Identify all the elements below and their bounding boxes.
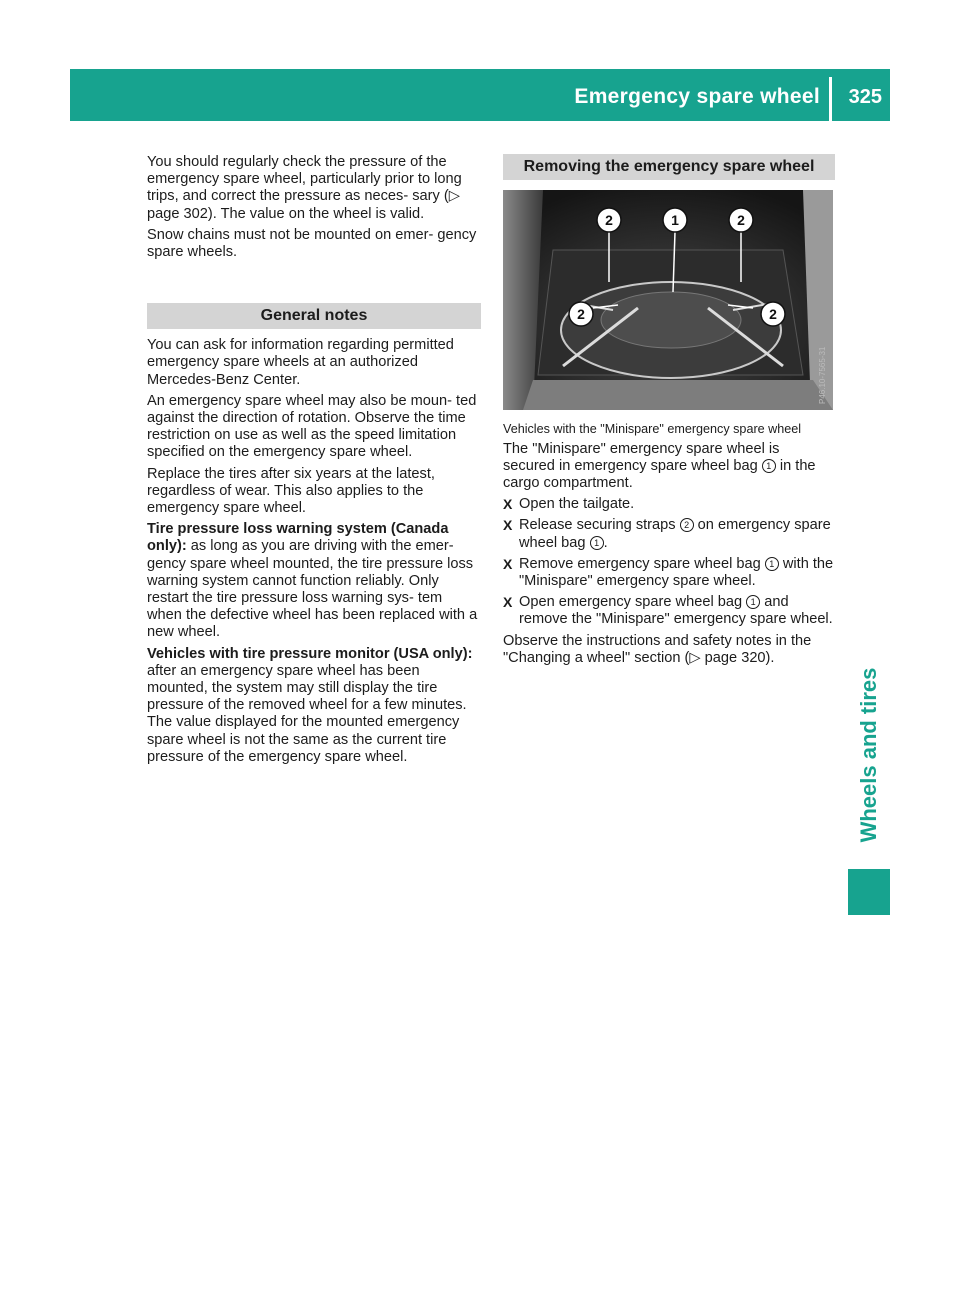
figure-caption: Vehicles with the "Minispare" emergency spare wheel [503, 422, 802, 436]
ref-2: 2 [680, 518, 694, 532]
tpms-canada-note [147, 521, 481, 641]
chapter-tab [848, 650, 890, 860]
tpms-canada-text: as long as you are driving with the emer- gency spare wheel mounted, the tire pressure loss warning system cannot function reliably. Only restart the tire pressure loss warning sys- tem when the defective wheel has been replaced with a new wheel. [147, 538, 478, 641]
page-number: 325 [848, 86, 882, 108]
callout-2-top-left [597, 208, 621, 232]
step-marker-icon: X [503, 496, 513, 513]
callout-2-left [569, 302, 593, 326]
cargo-compartment-photo [503, 190, 833, 410]
right-column [503, 154, 835, 671]
general-notes-paragraph-1: You can ask for information regarding permitted emergency spare wheels at an authorized Mercedes-Benz Center. [147, 337, 454, 388]
callout-1 [663, 208, 687, 232]
header-separator [829, 77, 832, 121]
ref-1: 1 [762, 459, 776, 473]
tpm-usa-text: after an emergency spare wheel has been mounted, the system may still display the tire pressure of the removed wheel for a few minutes. The value displayed for the mounted emergency spare wheel is not the same as the current tire pressure of the emergency spare wheel. [147, 662, 467, 765]
tpm-usa-note [147, 646, 481, 766]
svg-text:2: 2 [737, 212, 745, 228]
callout-2-top-right [729, 208, 753, 232]
svg-text:2: 2 [605, 212, 613, 228]
section-heading-general-notes: General notes [147, 303, 481, 329]
svg-text:2: 2 [577, 306, 585, 322]
svg-text:2: 2 [769, 306, 777, 322]
svg-text:1: 1 [671, 212, 679, 228]
tpm-usa-label: Vehicles with tire pressure monitor (USA only): [147, 645, 473, 662]
ref-1: 1 [765, 557, 779, 571]
step-marker-icon: X [503, 594, 513, 611]
ref-1: 1 [746, 595, 760, 609]
step-1: X Open the tailgate. [503, 496, 635, 513]
left-column [147, 154, 481, 770]
removing-intro: The "Minispare" emergency spare wheel is secured in emergency spare wheel bag 1 in the cargo compartment. [503, 440, 816, 491]
intro-paragraph-2: Snow chains must not be mounted on emer- gency spare wheels. [147, 226, 477, 261]
figure-code: P46.10-7565-31 [818, 346, 827, 404]
closing-note: Observe the instructions and safety notes in the "Changing a wheel" section (▷ page 320). [503, 632, 812, 666]
chapter-tab-label: Wheels and tires [856, 667, 881, 843]
general-notes-paragraph-2: An emergency spare wheel may also be moun- ted against the direction of rotation. Observe the time restriction on use as well as the speed limitation specified on the emergency spare wheel. [147, 392, 477, 461]
step-2: X Release securing straps 2 on emergency spare wheel bag 1 . [503, 517, 831, 551]
intro-paragraph-1: You should regularly check the pressure of the emergency spare wheel, particularly prior to long trips, and correct the pressure as neces- sary (▷ page 302). The value on the wheel is valid. [147, 154, 462, 222]
page-header [70, 69, 890, 121]
step-marker-icon: X [503, 517, 513, 534]
callout-2-right [761, 302, 785, 326]
step-marker-icon: X [503, 555, 513, 572]
section-heading-removing: Removing the emergency spare wheel [503, 154, 835, 180]
chapter-marker [848, 869, 890, 915]
tpms-canada-label: Tire pressure loss warning system (Canada only): [147, 521, 449, 555]
step-3: X Remove emergency spare wheel bag 1 with the "Minispare" emergency spare wheel. [503, 555, 834, 590]
general-notes-paragraph-3: Replace the tires after six years at the latest, regardless of wear. This also applies to the emergency spare wheel. [147, 465, 435, 517]
header-title: Emergency spare wheel [574, 85, 820, 108]
step-4: X Open emergency spare wheel bag 1 and remove the "Minispare" emergency spare wheel. [503, 594, 833, 628]
ref-1: 1 [590, 536, 604, 550]
